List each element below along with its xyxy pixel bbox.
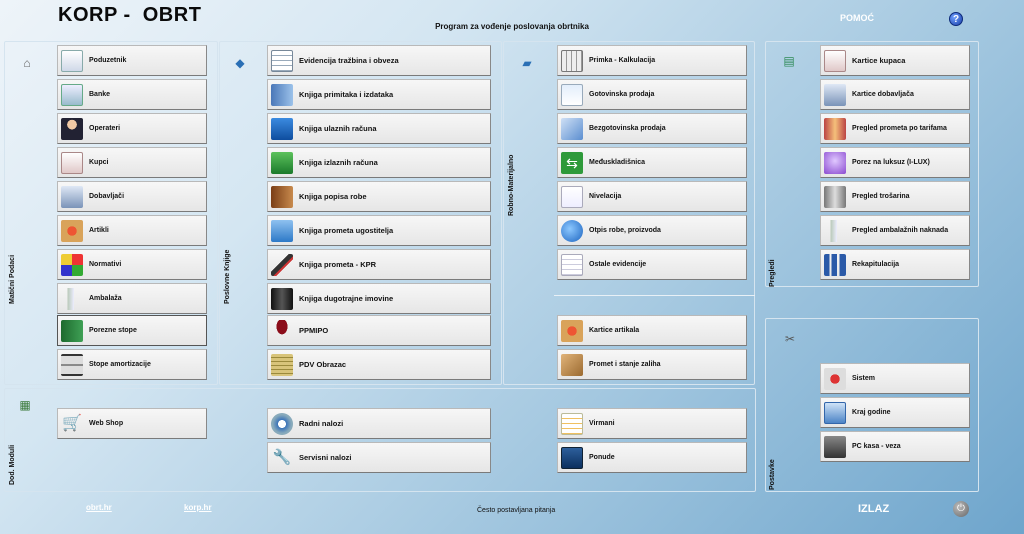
btn-primka-kalkulacija[interactable]: Primka - Kalkulacija [557, 45, 747, 76]
notes-icon [561, 254, 583, 276]
btn-promet-stanje-zaliha[interactable]: Promet i stanje zaliha [557, 349, 747, 380]
btn-pregled-ambalaznih[interactable]: Pregled ambalažnih naknada [820, 215, 970, 246]
basket-icon [61, 220, 83, 242]
btn-knjiga-primitaka[interactable]: Knjiga primitaka i izdataka [267, 79, 491, 110]
btn-evidencija-trazbina[interactable]: Evidencija tražbina i obveza [267, 45, 491, 76]
form-icon [561, 413, 583, 435]
btn-knjiga-izlaznih[interactable]: Knjiga izlaznih računa [267, 147, 491, 178]
blue-folder-icon [271, 220, 293, 242]
jar-icon [824, 118, 846, 140]
table-icon [271, 50, 293, 72]
year-end-icon [824, 402, 846, 424]
box-icon [561, 354, 583, 376]
bank-card-icon [61, 84, 83, 106]
btn-porezne-stope[interactable]: Porezne stope [57, 315, 207, 346]
boxes-icon: ▰ [522, 56, 532, 70]
group-label-pregledi: Pregledi [769, 259, 776, 287]
btn-operateri[interactable]: Operateri [57, 113, 207, 144]
app-title: KORP - OBRT [58, 4, 202, 26]
group-dod-moduli [4, 388, 756, 492]
basket-icon [561, 320, 583, 342]
wine-glass-icon [271, 320, 293, 342]
btn-knjiga-ulaznih[interactable]: Knjiga ulaznih računa [267, 113, 491, 144]
btn-knjiga-popisa[interactable]: Knjiga popisa robe [267, 181, 491, 212]
btn-kartice-kupaca[interactable]: Kartice kupaca [820, 45, 970, 76]
green-book-icon [61, 320, 83, 342]
barrel-icon [824, 186, 846, 208]
book-stack-icon: ◆ [235, 56, 245, 70]
btn-sistem[interactable]: Sistem [820, 363, 970, 394]
report-icon: ▤ [783, 54, 795, 68]
btn-stope-amortizacije[interactable]: Stope amortizacije [57, 349, 207, 380]
group-label-maticni: Matični Podaci [9, 254, 16, 304]
bar-chart-icon [824, 254, 846, 276]
power-icon[interactable]: ⏻ [953, 501, 969, 517]
faq-link[interactable]: Često postavljana pitanja [477, 507, 556, 514]
id-card-icon [61, 50, 83, 72]
pen-icon [271, 254, 293, 276]
help-icon[interactable]: ? [949, 12, 963, 26]
app-subtitle: Program za vođenje poslovanja obrtnika [435, 22, 589, 31]
bottle-icon [61, 288, 83, 310]
operator-icon [61, 118, 83, 140]
btn-knjiga-prometa-kpr[interactable]: Knjiga prometa - KPR [267, 249, 491, 280]
btn-ponude[interactable]: Ponude [557, 442, 747, 473]
btn-artikli[interactable]: Artikli [57, 215, 207, 246]
btn-nivelacija[interactable]: Nivelacija [557, 181, 747, 212]
btn-servisni-nalozi[interactable]: 🔧 Servisni nalozi [267, 442, 491, 473]
exit-button[interactable]: IZLAZ [858, 503, 890, 515]
customer-card-icon [824, 50, 846, 72]
system-icon [824, 368, 846, 390]
group-label-dod: Dod. Moduli [9, 444, 16, 485]
line-chart-icon [561, 186, 583, 208]
monitor-gear-icon [561, 447, 583, 469]
btn-ostale-evidencije[interactable]: Ostale evidencije [557, 249, 747, 280]
green-printer-icon [271, 152, 293, 174]
puzzle-icon [61, 254, 83, 276]
help-link[interactable]: POMOĆ [840, 13, 875, 23]
btn-radni-nalozi[interactable]: Radni nalozi [267, 408, 491, 439]
btn-normativi[interactable]: Normativi [57, 249, 207, 280]
btn-web-shop[interactable]: 🛒 Web Shop [57, 408, 207, 439]
btn-porez-na-luksuz[interactable]: Porez na luksuz (I-LUX) [820, 147, 970, 178]
btn-meduskladisnica[interactable]: ⇆ Međuskladišnica [557, 147, 747, 178]
house-icon: ⌂ [23, 56, 31, 70]
btn-ppmipo[interactable]: PPMIPO [267, 315, 491, 346]
link-obrt-hr[interactable]: obrt.hr [86, 503, 112, 512]
btn-rekapitulacija[interactable]: Rekapitulacija [820, 249, 970, 280]
btn-pc-kasa-veza[interactable]: PC kasa - veza [820, 431, 970, 462]
group-label-robno: Robno-Materijalno [508, 154, 515, 216]
btn-pdv-obrazac[interactable]: PDV Obrazac [267, 349, 491, 380]
server-icon [271, 288, 293, 310]
robno-separator [554, 295, 755, 296]
btn-poduzetnik[interactable]: Poduzetnik [57, 45, 207, 76]
transfer-arrows-icon: ⇆ [561, 152, 583, 174]
modules-icon: ▦ [19, 398, 31, 412]
group-label-postavke: Postavke [769, 459, 776, 490]
btn-pregled-prometa-tarifama[interactable]: Pregled prometa po tarifama [820, 113, 970, 144]
btn-dobavljaci[interactable]: Dobavljači [57, 181, 207, 212]
btn-pregled-trosarina[interactable]: Pregled trošarina [820, 181, 970, 212]
truck-icon [824, 84, 846, 106]
btn-kartice-artikala[interactable]: Kartice artikala [557, 315, 747, 346]
link-korp-hr[interactable]: korp.hr [184, 503, 212, 512]
group-label-poslovne: Poslovne Knjige [224, 249, 231, 304]
trash-icon [561, 220, 583, 242]
gear-icon [271, 413, 293, 435]
btn-banke[interactable]: Banke [57, 79, 207, 110]
wrench-icon: 🔧 [272, 448, 292, 466]
brown-book-icon [271, 186, 293, 208]
customer-card-icon [61, 152, 83, 174]
btn-bezgotovinska-prodaja[interactable]: Bezgotovinska prodaja [557, 113, 747, 144]
diamond-icon [824, 152, 846, 174]
btn-kraj-godine[interactable]: Kraj godine [820, 397, 970, 428]
btn-knjiga-dugotrajne[interactable]: Knjiga dugotrajne imovine [267, 283, 491, 314]
coins-icon [271, 354, 293, 376]
books-icon [271, 84, 293, 106]
btn-kartice-dobavljaca[interactable]: Kartice dobavljača [820, 79, 970, 110]
truck-icon [61, 186, 83, 208]
bottle-icon [824, 220, 846, 242]
invoice-pen-icon [561, 118, 583, 140]
hourglass-icon [61, 354, 83, 376]
calculator-icon [561, 50, 583, 72]
btn-ambalaza[interactable]: Ambalaža [57, 283, 207, 314]
cash-register-icon [824, 436, 846, 458]
btn-virmani[interactable]: Virmani [557, 408, 747, 439]
receipt-icon [561, 84, 583, 106]
blue-printer-icon [271, 118, 293, 140]
btn-knjiga-prometa-ugostitelja[interactable]: Knjiga prometa ugostitelja [267, 215, 491, 246]
btn-kupci[interactable]: Kupci [57, 147, 207, 178]
btn-otpis-robe[interactable]: Otpis robe, proizvoda [557, 215, 747, 246]
btn-gotovinska-prodaja[interactable]: Gotovinska prodaja [557, 79, 747, 110]
shopping-cart-icon: 🛒 [62, 414, 82, 432]
tools-icon: ✂ [784, 332, 796, 346]
